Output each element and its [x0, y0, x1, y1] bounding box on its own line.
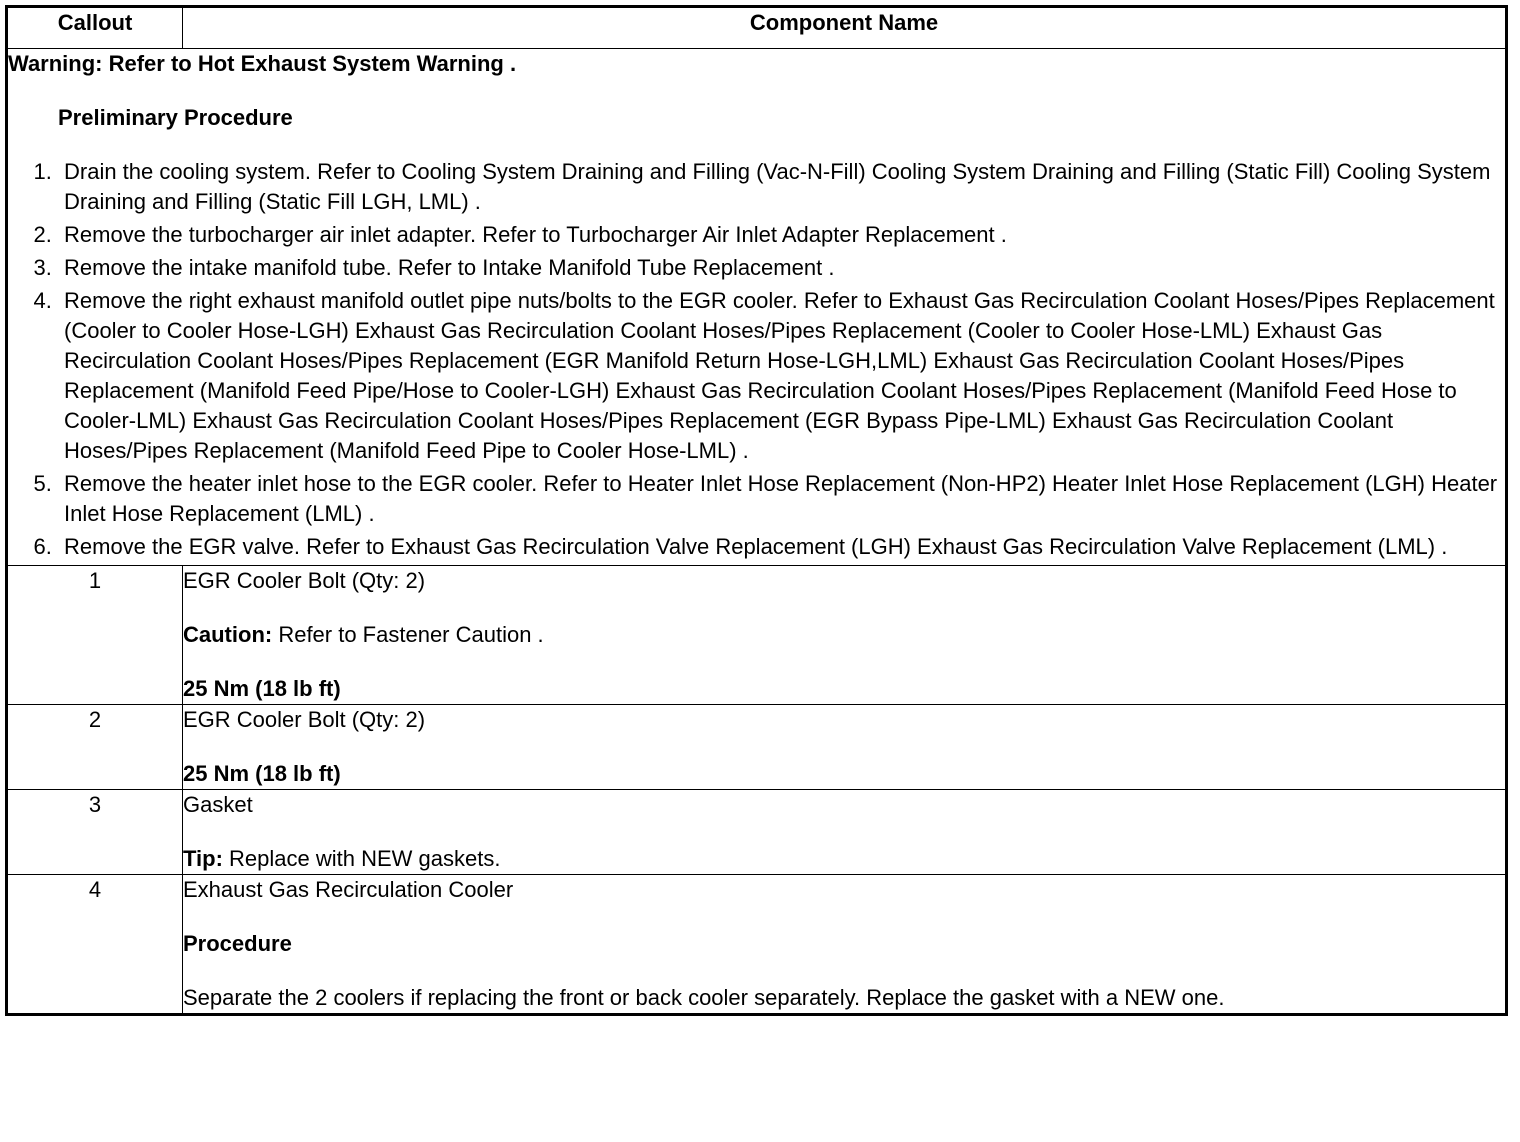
component-cell: [183, 790, 1507, 875]
step-item: 6. Remove the EGR valve. Refer to Exhaust Gas Recirculation Valve Replacement (LGH) Exhaust Gas Recirculation Valve Replacement (LML) .: [58, 532, 1505, 562]
intro-cell: [7, 49, 1507, 566]
component-name: EGR Cooler Bolt (Qty: 2): [183, 568, 426, 593]
component-name: Gasket: [183, 792, 253, 817]
procedure-heading: Procedure: [183, 931, 292, 956]
component-cell: [183, 705, 1507, 790]
callout-number: 2: [7, 705, 183, 790]
table-row: [7, 566, 1507, 705]
callout-number: 4: [7, 875, 183, 1015]
torque-spec: 25 Nm (18 lb ft): [183, 676, 341, 701]
preliminary-procedure-heading: Preliminary Procedure: [58, 105, 293, 130]
step-item: 4. Remove the right exhaust manifold outlet pipe nuts/bolts to the EGR cooler. Refer to Exhaust Gas Recirculation Coolant Hoses/Pipes Replacement (Cooler to Cooler Hose-LGH) Exhaust Gas Recirculation Coolant Hoses/Pipes Replacement (Cooler to Cooler Hose-LML) Exhaust Gas Recirculation Coolant Hoses/Pipes Replacement (EGR Manifold Return Hose-LGH,LML) Exhaust Gas Recirculation Coolant Hoses/Pipes Replacement (Manifold Feed Pipe/Hose to Cooler-LGH) Exhaust Gas Recirculation Coolant Hoses/Pipes Replacement (Manifold Feed Hose to Cooler-LML) Exhaust Gas Recirculation Coolant Hoses/Pipes Replacement (EGR Bypass Pipe-LML) Exhaust Gas Recirculation Coolant Hoses/Pipes Replacement (Manifold Feed Pipe to Cooler Hose-LML) .: [58, 286, 1505, 466]
table-row: [7, 705, 1507, 790]
component-cell: [183, 875, 1507, 1015]
component-table: [5, 5, 1508, 1016]
callout-column-header: Callout: [7, 7, 183, 49]
warning-text: Warning: Refer to Hot Exhaust System Warning .: [8, 51, 517, 76]
table-header-row: [7, 7, 1507, 49]
table-row: [7, 790, 1507, 875]
torque-spec: 25 Nm (18 lb ft): [183, 761, 341, 786]
tip-note: [183, 844, 1505, 874]
table-row: [7, 875, 1507, 1015]
procedure-text: Separate the 2 coolers if replacing the front or back cooler separately. Replace the gasket with a NEW one.: [183, 985, 1225, 1010]
caution-note: [183, 620, 1505, 650]
component-cell: [183, 566, 1507, 705]
step-item: 1. Drain the cooling system. Refer to Cooling System Draining and Filling (Vac-N-Fill) Cooling System Draining and Filling (Static Fill) Cooling System Draining and Filling (Static Fill LGH, LML) .: [58, 157, 1505, 217]
step-item: 2. Remove the turbocharger air inlet adapter. Refer to Turbocharger Air Inlet Adapter Replacement .: [58, 220, 1505, 250]
intro-row: [7, 49, 1507, 566]
step-item: 3. Remove the intake manifold tube. Refer to Intake Manifold Tube Replacement .: [58, 253, 1505, 283]
tip-text: Replace with NEW gaskets.: [222, 846, 501, 871]
caution-label: Caution:: [183, 622, 273, 647]
callout-number: 1: [7, 566, 183, 705]
component-name-column-header: Component Name: [183, 7, 1507, 49]
preliminary-steps-list: [8, 157, 1505, 562]
step-item: 5. Remove the heater inlet hose to the EGR cooler. Refer to Heater Inlet Hose Replacement (Non-HP2) Heater Inlet Hose Replacement (LGH) Heater Inlet Hose Replacement (LML) .: [58, 469, 1505, 529]
tip-label: Tip:: [183, 846, 223, 871]
component-name: Exhaust Gas Recirculation Cooler: [183, 877, 514, 902]
component-name: EGR Cooler Bolt (Qty: 2): [183, 707, 426, 732]
caution-text: Refer to Fastener Caution .: [272, 622, 544, 647]
callout-number: 3: [7, 790, 183, 875]
